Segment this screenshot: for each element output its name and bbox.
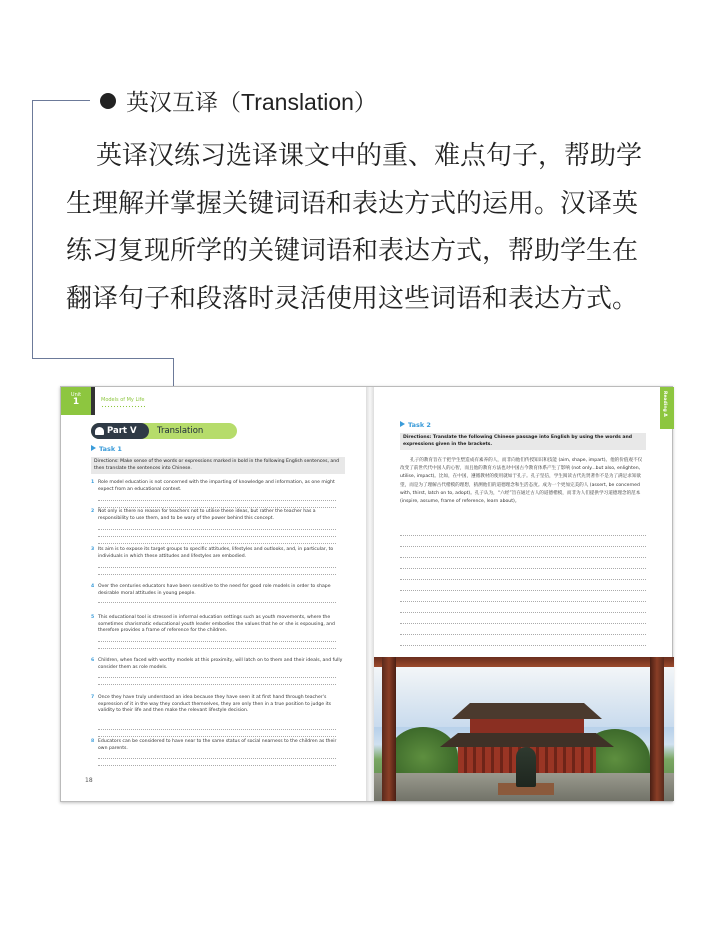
left-page: [61, 387, 366, 801]
triangle-icon: [400, 421, 405, 427]
task-1-directions: Directions: Make sense of the words or expressions marked in bold in the following English sentences, and then translate the sentences into Chinese.: [91, 457, 345, 474]
answer-lines: [98, 635, 336, 649]
answer-lines: [98, 723, 336, 737]
list-item: 2 Not only is there no reason for teachers not to utilise these ideas, but rather the teacher has a responsibility to use them, and to be wary of the power behind this concept.: [91, 509, 316, 521]
answer-lines: [98, 523, 336, 544]
unit-divider: [91, 387, 95, 415]
answer-lines: [400, 525, 646, 646]
dotted-decoration: [101, 405, 145, 409]
part-label: Part V: [107, 426, 137, 436]
textbook-spread: [60, 386, 673, 802]
part-icon: [95, 427, 104, 435]
answer-lines: [98, 494, 336, 508]
answer-lines: [98, 671, 336, 685]
bullet-icon: [100, 93, 116, 109]
book-spine: [366, 387, 374, 801]
page-number: 18: [85, 777, 93, 784]
heading-en: （Translation）: [218, 89, 377, 115]
list-item: 4 Over the centuries educators have been sensitive to the need for good role models in order to shape desirable moral attitudes in young people.: [91, 584, 331, 596]
part-pill: [91, 423, 149, 439]
task-1-label: Task 1: [91, 445, 122, 453]
list-item: 3 Its aim is to expose its target groups to specific attitudes, lifestyles and outlooks, and, in particular, to individuals in which these attitudes and lifestyles are embodied.: [91, 547, 334, 559]
reading-tab: Reading A: [660, 387, 674, 429]
list-item: 8 Educators can be considered to have near to the same status of social nearness to the children as their own parents.: [91, 739, 337, 751]
unit-tab: [61, 387, 91, 415]
task-2-label: Task 2: [400, 421, 431, 429]
connector-line: [32, 100, 33, 358]
list-item: 5 This educational tool is stressed in informal education settings such as youth movements, where the sometimes charismatic educational youth leader embodies the values that he or she is espousing, and therefore provides a frame of reference for the children.: [91, 615, 335, 634]
part-banner: [91, 423, 237, 439]
unit-label: Unit: [70, 392, 82, 398]
task-2-directions: Directions: Translate the following Chinese passage into English by using the words and expressions given in the brackets.: [400, 433, 646, 450]
list-item: 1 Role model education is not concerned with the imparting of knowledge and information, as one might expect from an educational context.: [91, 480, 335, 492]
section-heading: [100, 84, 377, 117]
list-item: 6 Children, when faced with worthy models at this proximity, will latch on to them and their ideals, and fully consider them as role models.: [91, 658, 343, 670]
answer-lines: [98, 752, 336, 766]
unit-number: 1: [72, 397, 80, 407]
unit-title: Models of My Life: [101, 397, 145, 403]
description-text: 英译汉练习选译课文中的重、难点句子，帮助学生理解并掌握关键词语和表达方式的运用。汉译英练习复现所学的关键词语和表达方式，帮助学生在翻译句子和段落时灵活使用这些词语和表达方式。: [66, 141, 643, 314]
connector-line: [32, 358, 173, 359]
right-page: [374, 387, 674, 801]
chinese-passage: 孔子的教育旨在于把学生塑造成有素养的人，而非向他们传授知识和技能 (aim, shape, impart)。他的价值观不仅改变了前世代代中国人的心智，而且他的教育方法也对中国古今教育体系产生了影响 (not only...but also, enlighten, utilise, impact)。比如，在中国，遵循教材的使用就如于孔子。孔子坚信，学生阅读古代先贤著作不是为了满足求知欲望，而是为了理解古代楷模的理想，猜测他们的道德理念和生活态度。成为一个更加完美的人 (assert, be concerned with, thirst, latch on to, adopt)。孔子认为，“六经”旨在通过古人的道德楷模，而非为人们提供学习道德理念的范本 (inspire, assume, frame of reference, learn about)。: [400, 458, 643, 505]
part-title: Translation: [157, 426, 204, 436]
description-paragraph: [66, 133, 662, 323]
heading-zh: 英汉互译: [126, 90, 218, 116]
answer-lines: [98, 561, 336, 575]
triangle-icon: [91, 445, 96, 451]
connector-line: [32, 100, 90, 101]
list-item: 7 Once they have truly understood an idea because they have seen it at first hand through teacher's expression of it in the way they conduct themselves, they are only then in a true position to judge its validity to their life and then make the relevant lifestyle decision.: [91, 695, 332, 714]
answer-lines: [98, 596, 336, 603]
temple-photo: [374, 657, 674, 801]
statue: [516, 747, 536, 787]
